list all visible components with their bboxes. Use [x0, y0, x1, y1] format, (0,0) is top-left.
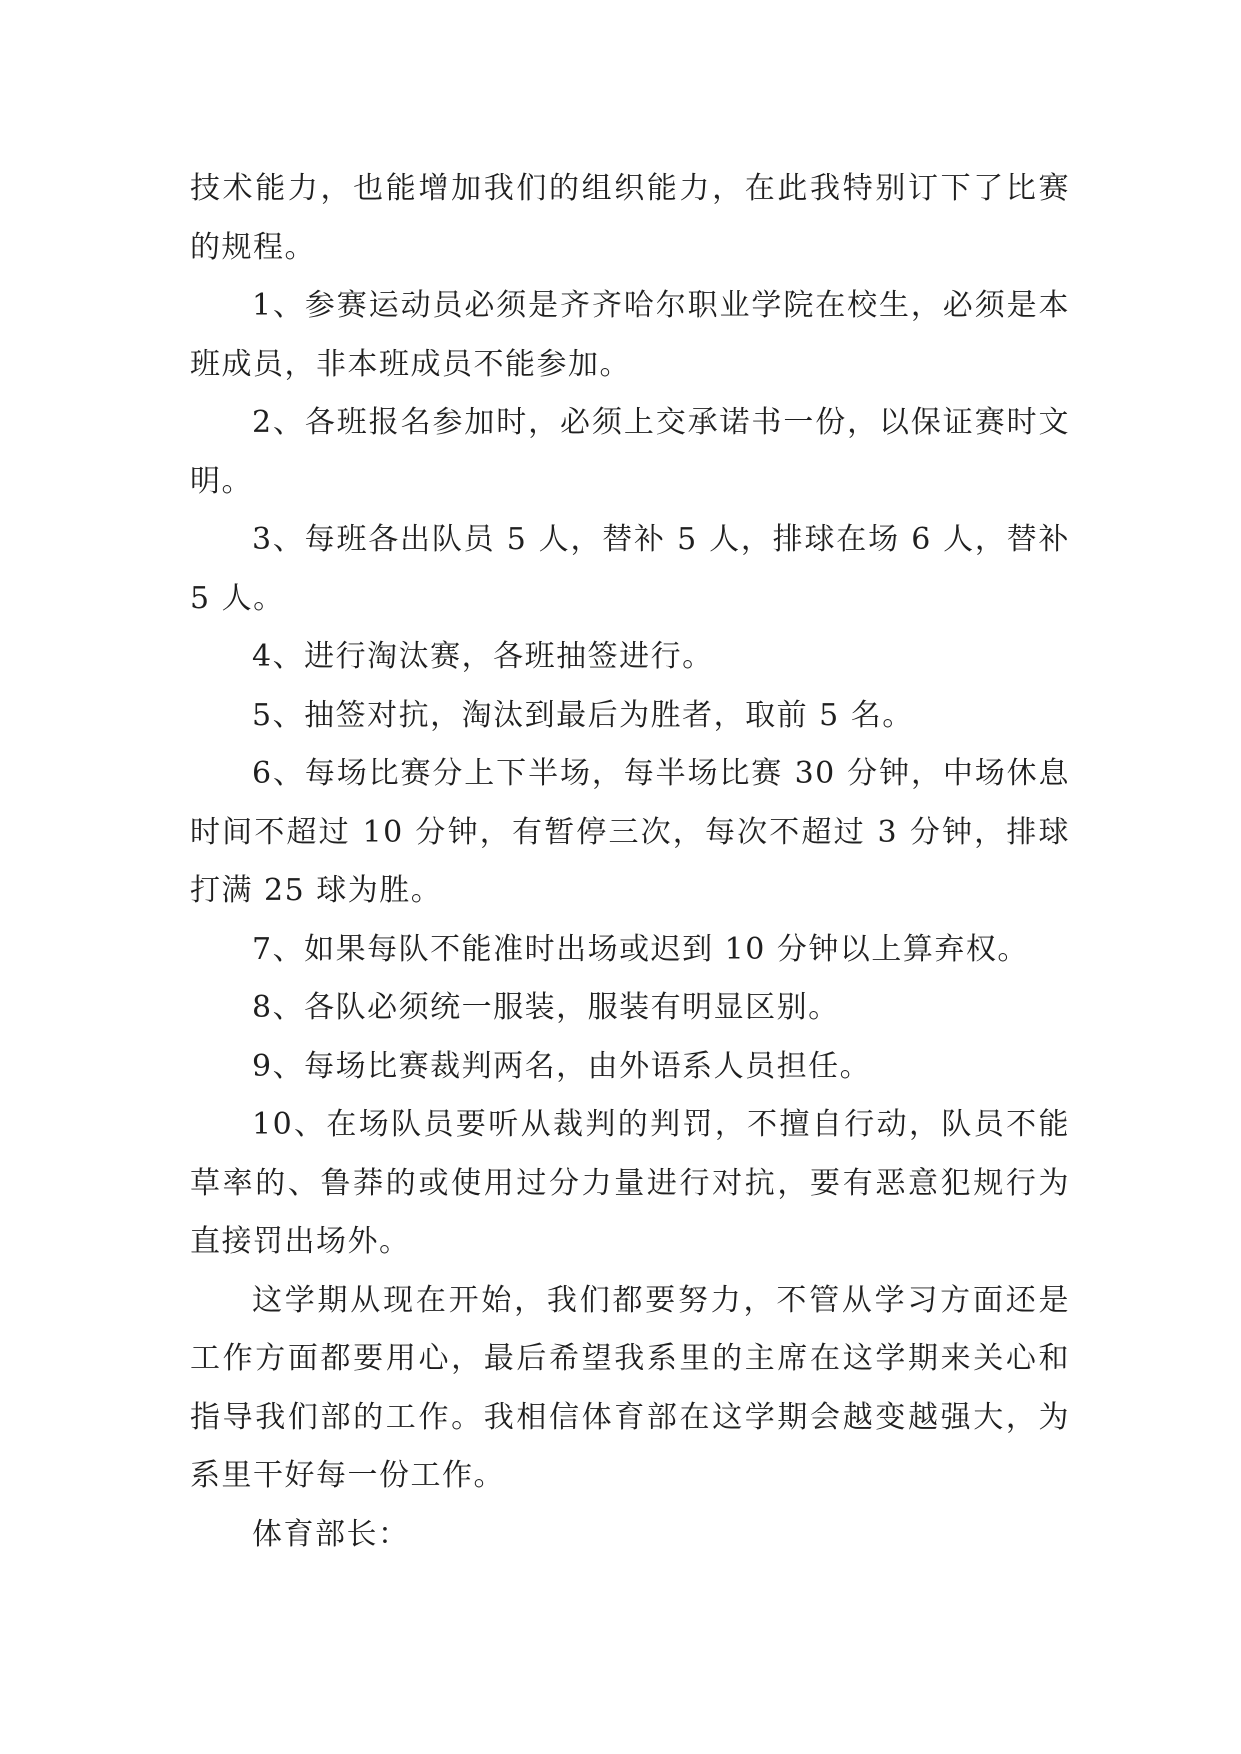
paragraph-rule-6: 6、每场比赛分上下半场，每半场比赛 30 分钟，中场休息时间不超过 10 分钟，有暂停三次，每次不超过 3 分钟，排球打满 25 球为胜。	[190, 756, 1070, 908]
paragraph-intro-continued: 技术能力，也能增加我们的组织能力，在此我特别订下了比赛的规程。	[190, 171, 1070, 265]
signature-line: 体育部长：	[252, 1516, 410, 1552]
paragraph-closing: 这学期从现在开始，我们都要努力，不管从学习方面还是工作方面都要用心，最后希望我系里的主席在这学期来关心和指导我们部的工作。我相信体育部在这学期会越变越强大，为系里干好每一份工作。	[190, 1282, 1070, 1493]
paragraph-rule-7: 7、如果每队不能准时出场或迟到 10 分钟以上算弃权。	[252, 931, 1029, 967]
paragraph-rule-5: 5、抽签对抗，淘汰到最后为胜者，取前 5 名。	[252, 697, 914, 733]
paragraph-rule-1: 1、参赛运动员必须是齐齐哈尔职业学院在校生，必须是本班成员，非本班成员不能参加。	[190, 288, 1070, 382]
paragraph-rule-9: 9、每场比赛裁判两名，由外语系人员担任。	[252, 1048, 872, 1084]
paragraph-rule-10: 10、在场队员要听从裁判的判罚，不擅自行动，队员不能草率的、鲁莽的或使用过分力量进行对抗，要有恶意犯规行为直接罚出场外。	[190, 1107, 1070, 1259]
document-body	[190, 160, 1070, 1564]
paragraph-rule-4: 4、进行淘汰赛，各班抽签进行。	[252, 639, 714, 674]
paragraph-rule-3: 3、每班各出队员 5 人，替补 5 人，排球在场 6 人，替补 5 人。	[190, 522, 1070, 616]
paragraph-rule-8: 8、各队必须统一服装，服装有明显区别。	[252, 990, 840, 1025]
paragraph-rule-2: 2、各班报名参加时，必须上交承诺书一份，以保证赛时文明。	[190, 405, 1070, 499]
